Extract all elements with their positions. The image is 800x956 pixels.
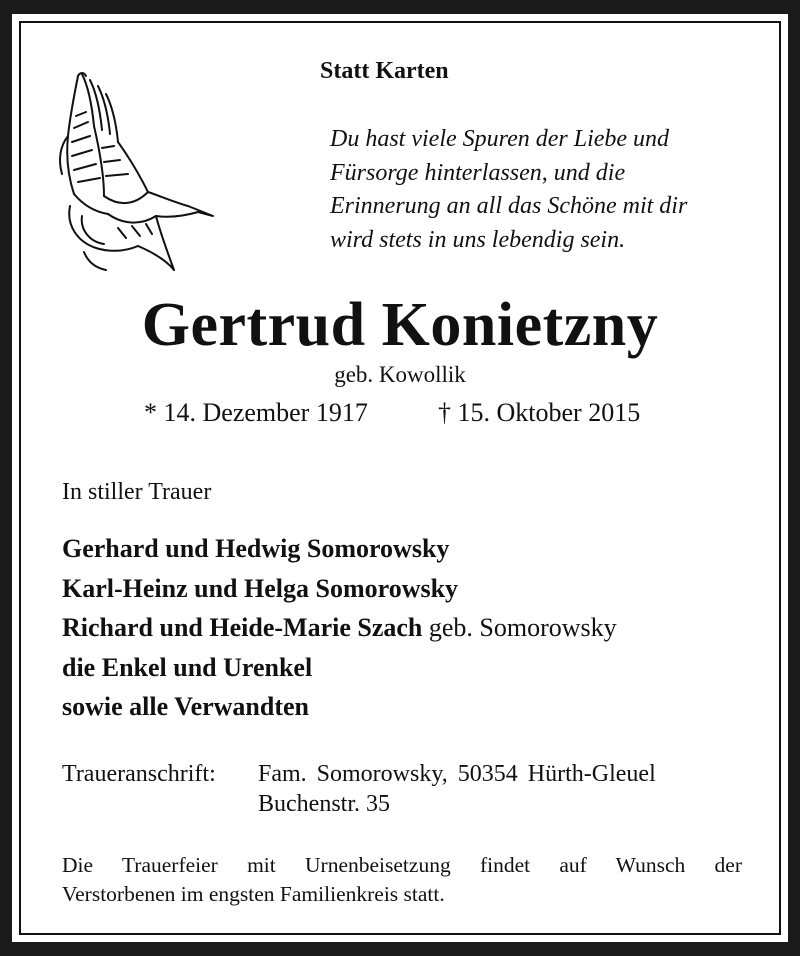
- funeral-notice: [62, 851, 742, 909]
- header-statt-karten: Statt Karten: [320, 58, 449, 84]
- poem-line: Fürsorge hinterlassen, und die: [330, 159, 626, 186]
- poem-line: Du hast viele Spuren der Liebe und: [330, 126, 670, 152]
- mourner-name: sowie alle Verwandten: [62, 692, 309, 721]
- mourner-name: Richard und Heide-Marie Szach: [62, 613, 423, 642]
- mourner-note: geb. Somorowsky: [422, 613, 617, 642]
- mourner-line: [62, 569, 617, 609]
- praying-hands-icon: [48, 56, 218, 276]
- poem: [330, 123, 687, 257]
- death-date: † 15. Oktober 2015: [438, 398, 641, 427]
- maiden-name: geb. Kowollik: [334, 362, 466, 387]
- mourner-line: [62, 529, 617, 569]
- mourner-name: die Enkel und Urenkel: [62, 652, 313, 682]
- mourner-line: [62, 687, 617, 727]
- notice-line2: Verstorbenen im engsten Familienkreis statt.: [62, 882, 445, 906]
- poem-line: wird stets in uns lebendig sein.: [330, 226, 626, 253]
- mourner-line: [62, 648, 617, 688]
- birth-date: * 14. Dezember 1917: [144, 398, 368, 427]
- deceased-name: Gertrud Konietzny: [141, 291, 659, 359]
- mourners-list: [62, 529, 617, 727]
- address-line2: Buchenstr. 35: [258, 791, 390, 817]
- mourning-intro: In stiller Trauer: [62, 479, 212, 505]
- address-label: Traueranschrift:: [62, 761, 216, 787]
- notice-line1: Die Trauerfeier mit Urnenbeisetzung findet auf Wunsch der: [62, 853, 742, 877]
- poem-line: Erinnerung an all das Schöne mit dir: [330, 193, 688, 219]
- mourner-line: [62, 608, 617, 648]
- mourner-name: Gerhard und Hedwig Somorowsky: [62, 534, 450, 563]
- mourner-name: Karl-Heinz und Helga Somorowsky: [62, 573, 459, 603]
- address-line1: Fam. Somorowsky, 50354 Hürth-Gleuel: [258, 761, 656, 787]
